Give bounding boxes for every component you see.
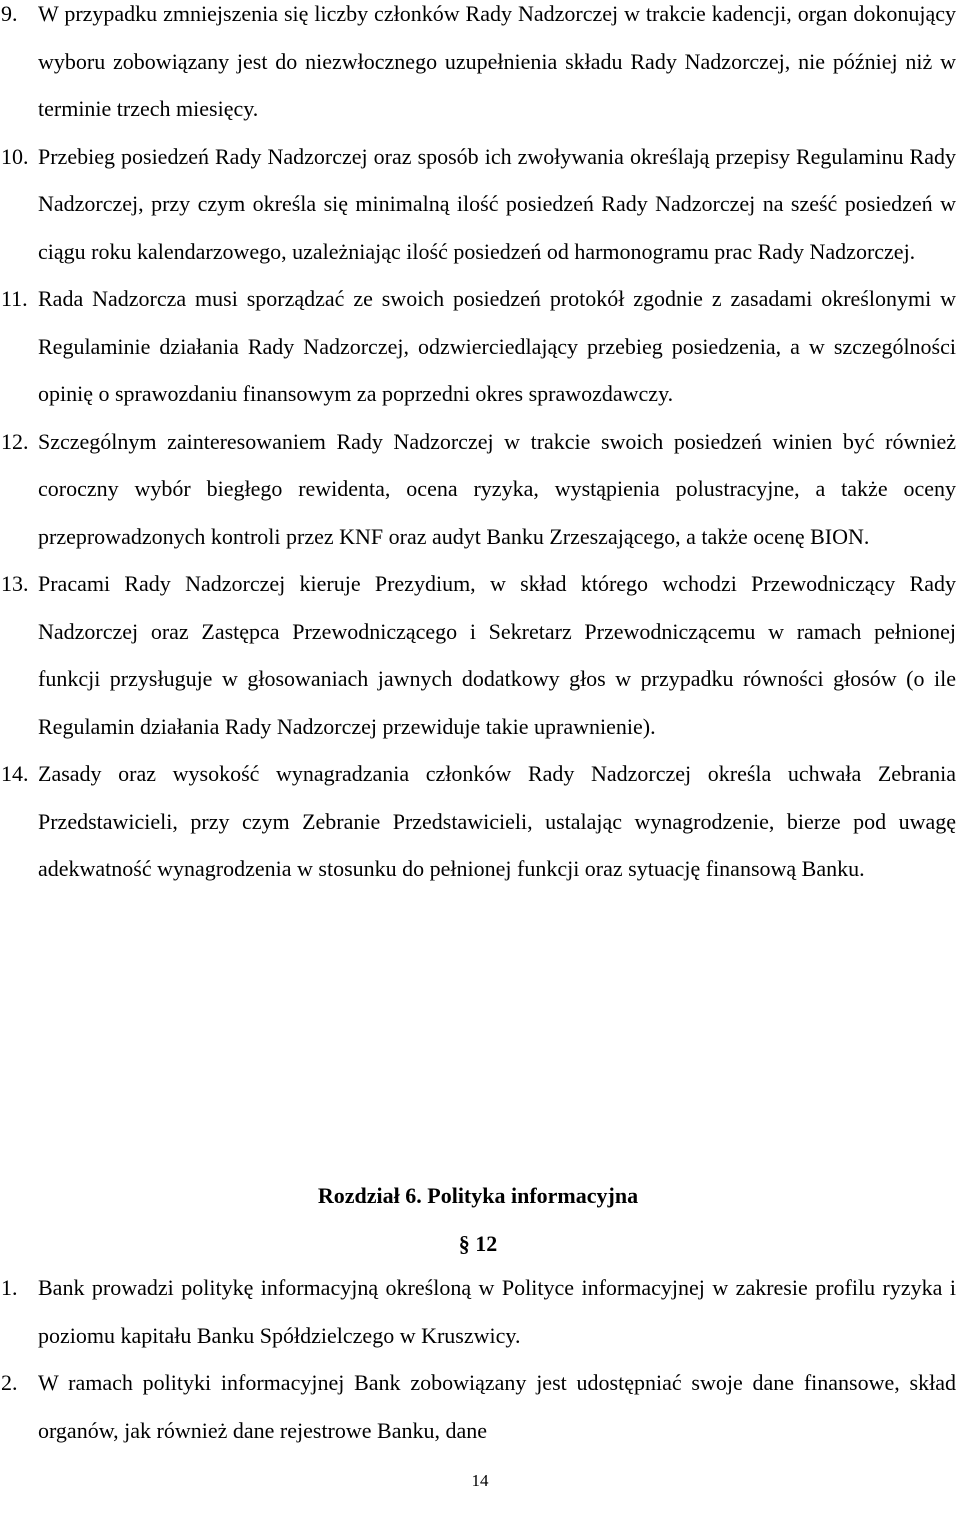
list-item: [0, 0, 956, 133]
item-number: 1.: [1, 1275, 18, 1300]
item-text: Zasady oraz wysokość wynagradzania członków Rady Nadzorczej określa uchwała Zebrania Przedstawicieli, przy czym Zebranie Przedstawicieli, ustalając wynagrodzenie, bierze pod uwagę adekwatność wynagrodzenia w stosunku do pełnionej funkcji oraz sytuację finansową Banku.: [38, 761, 956, 881]
item-text: Rada Nadzorcza musi sporządzać ze swoich posiedzeń protokół zgodnie z zasadami określonymi w Regulaminie działania Rady Nadzorczej, odzwierciedlający przebieg posiedzenia, a w szczególności opinię o sprawozdaniu finansowym za poprzedni okres sprawozdawczy.: [38, 286, 956, 406]
list-item: [0, 418, 956, 561]
chapter-title: Rozdział 6. Polityka informacyjna: [317, 1183, 639, 1208]
item-text: Przebieg posiedzeń Rady Nadzorczej oraz sposób ich zwoływania określają przepisy Regulaminu Rady Nadzorczej, przy czym określa się minimalną ilość posiedzeń Rady Nadzorczej na sześć posiedzeń w ciągu roku kalendarzowego, uzależniając ilość posiedzeń od harmonogramu prac Rady Nadzorczej.: [38, 143, 956, 264]
item-number: 2.: [1, 1370, 18, 1395]
item-number: 12.: [1, 428, 29, 454]
numbered-list-bottom: [0, 1264, 956, 1454]
item-text: Szczególnym zainteresowaniem Rady Nadzorczej w trakcie swoich posiedzeń winien być również coroczny wybór biegłego rewidenta, ocena ryzyka, wystąpienia polustracyjne, a także oceny przeprowadzonych kontroli przez KNF oraz audyt Banku Zrzeszającego, a także ocenę BION.: [38, 428, 956, 549]
item-text: W ramach polityki informacyjnej Bank zobowiązany jest udostępniać swoje dane finansowe, skład organów, jak również dane rejestrowe Banku, dane: [38, 1370, 956, 1443]
item-number: 11.: [1, 286, 28, 311]
list-item: [0, 1359, 956, 1454]
list-item: [0, 750, 956, 893]
item-text: Pracami Rady Nadzorczej kieruje Prezydium, w skład którego wchodzi Przewodniczący Rady Nadzorczej oraz Zastępca Przewodniczącego i Sekretarz Przewodniczącemu w ramach pełnionej funkcji przysługuje w głosowaniach jawnych dodatkowy głos w przypadku równości głosów (o ile Regulamin działania Rady Nadzorczej przewiduje takie uprawnienie).: [38, 571, 956, 739]
item-number: 14.: [1, 761, 29, 786]
list-item: [0, 1264, 956, 1359]
item-number: 9.: [1, 1, 18, 26]
page-number: 14: [471, 1471, 489, 1490]
item-text: Bank prowadzi politykę informacyjną określoną w Polityce informacyjnej w zakresie profilu ryzyka i poziomu kapitału Banku Spółdzielczego w Kruszwicy.: [38, 1275, 956, 1348]
item-text: W przypadku zmniejszenia się liczby członków Rady Nadzorczej w trakcie kadencji, organ dokonujący wyboru zobowiązany jest do niezwłocznego uzupełnienia składu Rady Nadzorczej, nie później niż w terminie trzech miesięcy.: [38, 1, 956, 121]
list-item: [0, 560, 956, 750]
item-number: 10.: [1, 143, 29, 169]
list-item: [0, 133, 956, 276]
paragraph-number: § 12: [458, 1231, 498, 1256]
list-item: [0, 275, 956, 418]
item-number: 13.: [1, 571, 29, 596]
